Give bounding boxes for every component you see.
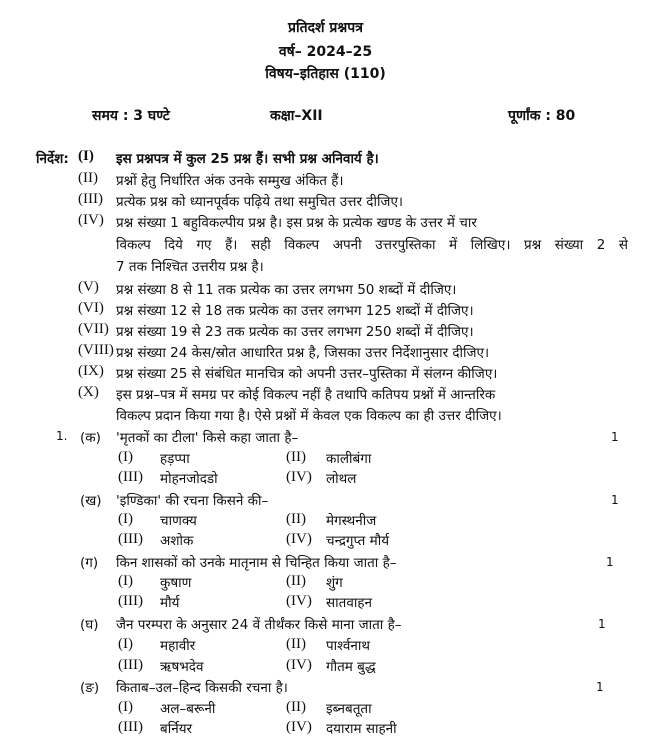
instruction-num: (VII) [78, 321, 109, 337]
option-text: महावीर [160, 638, 196, 654]
option-num: (IV) [286, 657, 312, 673]
option-text: इब्नबतूता [326, 701, 372, 717]
question-text: 'मृतकों का टीला' किसे कहा जाता है– [116, 430, 299, 446]
instruction-text: इस प्रश्न–पत्र में समग्र पर कोई विकल्प नहीं है तथापि कतिपय प्रश्नों में आन्तरिक [116, 387, 496, 403]
option-text: हड़प्पा [160, 451, 190, 467]
option-text: गौतम बुद्ध [326, 659, 376, 675]
option-num: (IV) [286, 719, 312, 735]
option-num: (I) [118, 449, 133, 465]
instruction-num: (IX) [78, 363, 104, 379]
option-num: (IV) [286, 469, 312, 485]
instruction-num: (II) [78, 170, 98, 186]
question-marks: 1 [611, 493, 619, 507]
option-num: (IV) [286, 593, 312, 609]
question-marks: 1 [611, 430, 619, 444]
instruction-text: प्रश्न संख्या 1 बहुविकल्पीय प्रश्न है। इस प्रश्न के प्रत्येक खण्ड के उत्तर में चार [116, 215, 477, 231]
option-num: (II) [286, 636, 306, 652]
option-num: (I) [118, 699, 133, 715]
part-label: (ग) [80, 555, 99, 571]
option-text: चन्द्रगुप्त मौर्य [326, 533, 390, 549]
option-text: मेगस्थनीज [326, 513, 377, 529]
instruction-text: प्रश्न संख्या 24 केस/स्रोत आधारित प्रश्न है, जिसका उत्तर निर्देशानुसार दीजिए। [116, 345, 490, 361]
option-num: (III) [118, 469, 143, 485]
part-label: (घ) [80, 617, 99, 633]
time-label: समय : 3 घण्टे [92, 108, 170, 124]
question-marks: 1 [596, 680, 604, 694]
option-num: (I) [118, 511, 133, 527]
instruction-num: (I) [78, 148, 94, 164]
option-num: (II) [286, 511, 306, 527]
option-text: पार्श्वनाथ [326, 638, 371, 654]
part-label: (क) [80, 430, 101, 446]
instruction-text: प्रश्नों हेतु निर्धारित अंक उनके सम्मुख अंकित हैं। [116, 173, 344, 189]
option-num: (I) [118, 636, 133, 652]
paper-year: वर्ष– 2024–25 [278, 44, 373, 60]
question-marks: 1 [598, 617, 606, 631]
question-marks: 1 [606, 555, 614, 569]
option-text: लोथल [326, 471, 357, 487]
instruction-text: प्रश्न संख्या 12 से 18 तक प्रत्येक का उत्तर लगभग 125 शब्दों में दीजिए। [116, 303, 474, 319]
instruction-num: (VI) [78, 300, 104, 316]
option-text: मोहनजोदडो [160, 471, 218, 487]
option-text: अशोक [160, 533, 194, 549]
option-num: (II) [286, 699, 306, 715]
instruction-text: इस प्रश्नपत्र में कुल 25 प्रश्न हैं। सभी प्रश्न अनिवार्य है। [116, 151, 379, 167]
option-text: दयाराम साहनी [326, 721, 397, 737]
option-num: (III) [118, 593, 143, 609]
part-label: (ख) [80, 493, 102, 509]
instruction-text-continued: विकल्प प्रदान किया गया है। ऐसे प्रश्नों में केवल एक विकल्प का ही उत्तर दीजिए। [116, 408, 502, 424]
option-num: (I) [118, 573, 133, 589]
option-text: सातवाहन [326, 595, 372, 611]
option-text: शुंग [326, 575, 343, 591]
option-num: (II) [286, 573, 306, 589]
instruction-num: (V) [78, 279, 99, 295]
option-text: ऋषभदेव [160, 659, 204, 675]
marks-label: पूर्णांक : 80 [508, 108, 576, 124]
class-label: कक्षा–XII [270, 108, 323, 124]
option-num: (II) [286, 449, 306, 465]
question-text: जैन परम्परा के अनुसार 24 वें तीर्थंकर किसे माना जाता है– [116, 617, 402, 633]
instructions-heading: निर्देश: [36, 151, 69, 167]
instruction-text: प्रश्न संख्या 25 से संबंधित मानचित्र को अपनी उत्तर–पुस्तिका में संलग्न कीजिए। [116, 366, 498, 382]
instruction-num: (III) [78, 191, 103, 207]
instruction-text: प्रश्न संख्या 19 से 23 तक प्रत्येक का उत्तर लगभग 250 शब्दों में दीजिए। [116, 324, 474, 340]
option-text: कालीबंगा [326, 451, 372, 467]
question-text: किताब–उल–हिन्द किसकी रचना है। [116, 680, 288, 696]
option-text: कुषाण [160, 575, 192, 591]
instruction-num: (VIII) [78, 342, 114, 358]
instruction-num: (IV) [78, 212, 104, 228]
option-text: बर्नियर [160, 721, 193, 737]
instruction-text: प्रश्न संख्या 8 से 11 तक प्रत्येक का उत्तर लगभग 50 शब्दों में दीजिए। [116, 282, 457, 298]
paper-title: प्रतिदर्श प्रश्नपत्र [288, 20, 363, 36]
option-num: (IV) [286, 531, 312, 547]
instruction-text-continued: विकल्प दिये गए हैं। सही विकल्प अपनी उत्तरपुस्तिका में लिखिए। प्रश्न संख्या 2 से [116, 237, 628, 253]
option-text: चाणक्य [160, 513, 197, 529]
question-number: 1. [56, 429, 68, 443]
question-text: 'इण्डिका' की रचना किसने की– [116, 493, 269, 509]
instruction-text: प्रत्येक प्रश्न को ध्यानपूर्वक पढ़िये तथा समुचित उत्तर दीजिए। [116, 194, 404, 210]
option-num: (III) [118, 531, 143, 547]
option-num: (III) [118, 719, 143, 735]
option-text: मौर्य [160, 595, 180, 611]
instruction-text-continued: 7 तक निश्चित उत्तरीय प्रश्न है। [116, 259, 264, 275]
question-text: किन शासकों को उनके मातृनाम से चिन्हित किया जाता है– [116, 555, 397, 571]
paper-subject: विषय–इतिहास (110) [265, 66, 386, 82]
option-text: अल–बरूनी [160, 701, 216, 717]
option-num: (III) [118, 657, 143, 673]
instruction-num: (X) [78, 384, 99, 400]
part-label: (ङ) [80, 680, 100, 696]
